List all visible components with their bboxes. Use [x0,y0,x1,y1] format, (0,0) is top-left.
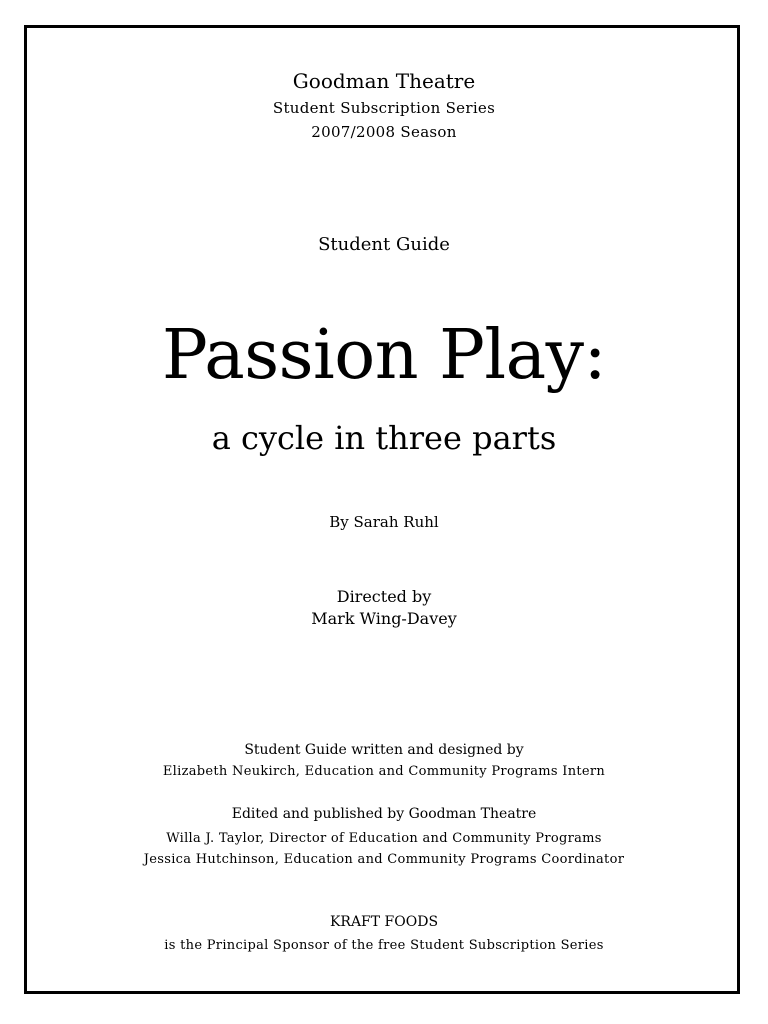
season-label: 2007/2008 Season [311,123,457,141]
play-title: Passion Play: [162,316,606,395]
sponsor-statement: is the Principal Sponsor of the free Student Subscription Series [164,938,604,953]
play-subtitle: a cycle in three parts [211,419,557,457]
theatre-name: Goodman Theatre [292,69,476,93]
edited-by-heading: Edited and published by Goodman Theatre [231,806,537,822]
directed-by-label: Directed by [336,587,432,606]
author-line: By Sarah Ruhl [329,513,439,531]
guide-label: Student Guide [318,234,450,255]
sponsor-name: KRAFT FOODS [329,914,439,930]
writer-credit: Elizabeth Neukirch, Education and Community Programs Intern [162,764,606,779]
editor-credit: Willa J. Taylor, Director of Education and Community Programs [166,831,602,846]
director-name: Mark Wing-Davey [311,609,457,628]
editor-credit: Jessica Hutchinson, Education and Community Programs Coordinator [143,852,625,867]
series-name: Student Subscription Series [272,99,496,117]
written-by-heading: Student Guide written and designed by [244,742,524,758]
page-border [24,25,740,994]
